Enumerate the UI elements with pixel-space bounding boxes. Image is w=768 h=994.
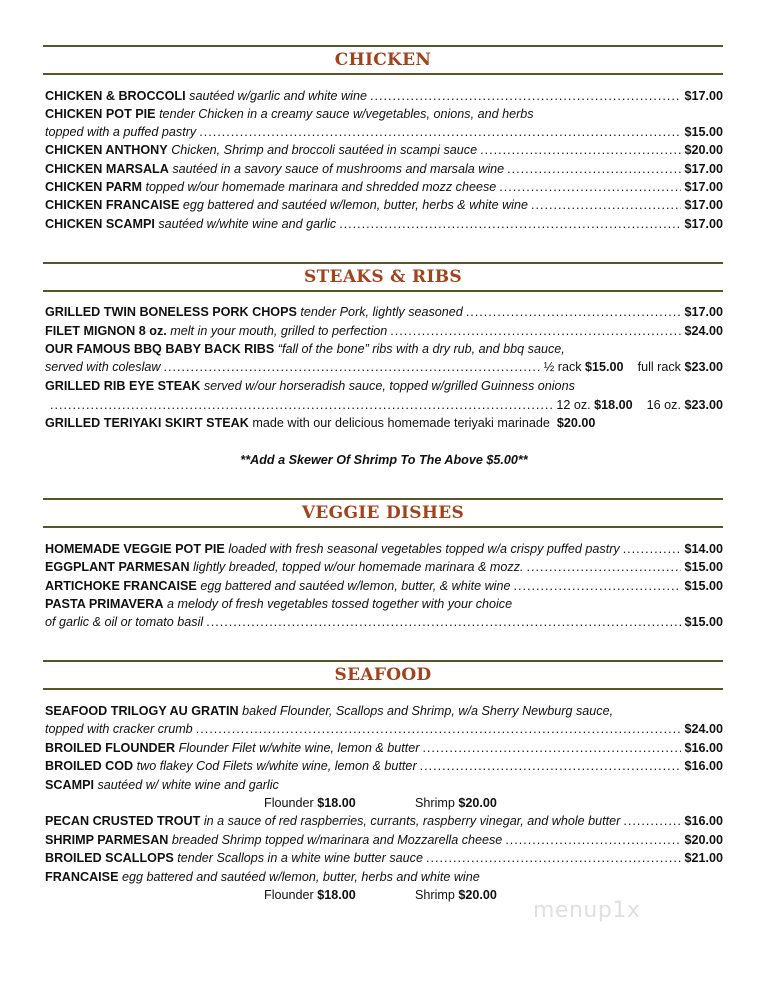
section-rule-bottom xyxy=(43,688,723,690)
menu-item xyxy=(45,340,723,358)
item-name: SEAFOOD TRILOGY AU GRATIN xyxy=(45,704,239,718)
size-label: 12 oz. xyxy=(556,398,591,412)
size-price: $18.00 xyxy=(594,398,633,412)
item-name: BROILED COD xyxy=(45,759,134,773)
item-name: CHICKEN MARSALA xyxy=(45,162,169,176)
section-rule-bottom xyxy=(43,73,723,75)
menu-item xyxy=(45,160,723,178)
menu-item xyxy=(45,595,723,613)
item-desc: sautéed w/white wine and garlic xyxy=(158,217,337,231)
item-name: BROILED SCALLOPS xyxy=(45,851,174,865)
item-name: OUR FAMOUS BBQ BABY BACK RIBS xyxy=(45,342,275,356)
option-label: Shrimp xyxy=(415,796,455,810)
item-price: $15.00 xyxy=(684,560,723,574)
item-price: $17.00 xyxy=(684,305,723,319)
item-price: $17.00 xyxy=(684,89,723,103)
menu-item xyxy=(45,215,723,233)
item-desc: melt in your mouth, grilled to perfection xyxy=(170,324,388,338)
section-rule-top xyxy=(43,660,723,662)
note-text: **Add a Skewer Of Shrimp To The Above $5.00** xyxy=(240,453,528,467)
item-desc: a melody of fresh vegetables tossed together with your choice xyxy=(166,597,513,611)
section-rule-bottom xyxy=(43,290,723,292)
section-title-veggie: VEGGIE DISHES xyxy=(301,503,465,523)
item-price: $15.00 xyxy=(684,615,723,629)
section-rule-top xyxy=(43,45,723,47)
option-label: Flounder xyxy=(264,888,314,902)
item-name: GRILLED TERIYAKI SKIRT STEAK xyxy=(45,416,249,430)
item-desc: Chicken, Shrimp and broccoli sautéed in scampi sauce xyxy=(171,143,478,157)
menu-item xyxy=(45,831,723,849)
menu-item-options xyxy=(45,794,723,812)
section-rule-bottom xyxy=(43,526,723,528)
section-rule-top xyxy=(43,498,723,500)
menu-item xyxy=(45,178,723,196)
item-name: FILET MIGNON 8 oz. xyxy=(45,324,167,338)
item-desc: breaded Shrimp topped w/marinara and Mozzarella cheese xyxy=(171,833,503,847)
menu-item xyxy=(45,87,723,105)
item-name: CHICKEN POT PIE xyxy=(45,107,156,121)
menu-item xyxy=(45,849,723,867)
item-price: $20.00 xyxy=(556,416,596,430)
section-title-chicken: CHICKEN xyxy=(334,50,432,70)
item-desc: in a sauce of red raspberries, currants, raspberry vinegar, and whole butter xyxy=(203,814,621,828)
menu-item xyxy=(45,141,723,159)
item-desc: Flounder Filet w/white wine, lemon & butter xyxy=(178,741,420,755)
item-desc: sautéed w/garlic and white wine xyxy=(189,89,367,103)
size-label: 16 oz. xyxy=(646,398,681,412)
item-price: $14.00 xyxy=(684,542,723,556)
add-on-note xyxy=(45,451,723,469)
item-name: CHICKEN & BROCCOLI xyxy=(45,89,186,103)
option-price: $18.00 xyxy=(317,888,356,902)
item-price: $24.00 xyxy=(684,722,723,736)
item-name: ARTICHOKE FRANCAISE xyxy=(45,579,197,593)
section-title-seafood: SEAFOOD xyxy=(334,665,432,685)
item-price: $24.00 xyxy=(684,324,723,338)
item-desc: served w/our horseradish sauce, topped w/grilled Guinness onions xyxy=(203,379,575,393)
item-name: CHICKEN FRANCAISE xyxy=(45,198,180,212)
item-desc: tender Chicken in a creamy sauce w/vegetables, onions, and herbs xyxy=(159,107,534,121)
item-name: GRILLED RIB EYE STEAK xyxy=(45,379,201,393)
section-rule-top xyxy=(43,262,723,264)
menu-item-cont xyxy=(45,613,723,631)
option-label: Flounder xyxy=(264,796,314,810)
item-price: $17.00 xyxy=(684,180,723,194)
item-name: HOMEMADE VEGGIE POT PIE xyxy=(45,542,225,556)
item-name: CHICKEN SCAMPI xyxy=(45,217,155,231)
menu-item xyxy=(45,812,723,830)
rack-label: ½ rack xyxy=(543,360,582,374)
item-name: SHRIMP PARMESAN xyxy=(45,833,169,847)
item-desc: sautéed w/ white wine and garlic xyxy=(97,778,279,792)
menu-item xyxy=(45,322,723,340)
item-name: GRILLED TWIN BONELESS PORK CHOPS xyxy=(45,305,297,319)
item-desc: “fall of the bone” ribs with a dry rub, and bbq sauce, xyxy=(277,342,565,356)
menu-item-cont xyxy=(45,358,723,376)
rack-label: full rack xyxy=(637,360,681,374)
option-price: $20.00 xyxy=(458,796,497,810)
menu-item-cont xyxy=(45,123,723,141)
item-price: $20.00 xyxy=(684,143,723,157)
item-desc: of garlic & oil or tomato basil xyxy=(45,615,204,629)
item-desc: sautéed in a savory sauce of mushrooms and marsala wine xyxy=(172,162,505,176)
item-desc: lightly breaded, topped w/our homemade marinara & mozz. xyxy=(193,560,524,574)
rack-price: $23.00 xyxy=(684,360,723,374)
menu-item xyxy=(45,776,723,794)
menu-item xyxy=(45,303,723,321)
menu-item xyxy=(45,739,723,757)
item-desc: topped with cracker crumb xyxy=(45,722,193,736)
item-desc: two flakey Cod Filets w/white wine, lemon & butter xyxy=(136,759,417,773)
item-desc: egg battered and sautéed w/lemon, butter, herbs & white wine xyxy=(182,198,528,212)
item-name: FRANCAISE xyxy=(45,870,119,884)
option-price: $18.00 xyxy=(317,796,356,810)
menu-item xyxy=(45,196,723,214)
menu-item xyxy=(45,577,723,595)
item-name: CHICKEN PARM xyxy=(45,180,143,194)
item-price: $16.00 xyxy=(684,759,723,773)
item-price: $20.00 xyxy=(684,833,723,847)
menu-item xyxy=(45,868,723,886)
item-price: $21.00 xyxy=(684,851,723,865)
item-desc: baked Flounder, Scallops and Shrimp, w/a Sherry Newburg sauce, xyxy=(242,704,614,718)
item-price: $17.00 xyxy=(684,162,723,176)
menu-item-cont xyxy=(50,396,723,414)
option-price: $20.00 xyxy=(458,888,497,902)
item-desc: topped with a puffed pastry xyxy=(45,125,197,139)
size-price: $23.00 xyxy=(684,398,723,412)
menu-item xyxy=(45,105,723,123)
item-name: CHICKEN ANTHONY xyxy=(45,143,168,157)
item-desc: egg battered and sautéed w/lemon, butter, herbs and white wine xyxy=(121,870,480,884)
item-desc: made with our delicious homemade teriyaki marinade xyxy=(252,416,550,430)
watermark: menup1x xyxy=(533,898,641,923)
item-name: EGGPLANT PARMESAN xyxy=(45,560,190,574)
item-desc: egg battered and sautéed w/lemon, butter, & white wine xyxy=(200,579,511,593)
item-name: BROILED FLOUNDER xyxy=(45,741,176,755)
item-name: SCAMPI xyxy=(45,778,94,792)
item-price: $16.00 xyxy=(684,814,723,828)
item-desc: tender Scallops in a white wine butter sauce xyxy=(177,851,423,865)
menu-item xyxy=(45,540,723,558)
item-price: $15.00 xyxy=(684,125,723,139)
item-price: $16.00 xyxy=(684,741,723,755)
menu-item xyxy=(45,702,723,720)
item-name: PECAN CRUSTED TROUT xyxy=(45,814,201,828)
menu-item xyxy=(45,377,723,395)
item-price: $15.00 xyxy=(684,579,723,593)
item-name: PASTA PRIMAVERA xyxy=(45,597,164,611)
item-desc: loaded with fresh seasonal vegetables topped w/a crispy puffed pastry xyxy=(228,542,620,556)
section-title-steaks: STEAKS & RIBS xyxy=(304,267,462,287)
item-price: $17.00 xyxy=(684,198,723,212)
menu-item xyxy=(45,414,723,432)
menu-item-cont xyxy=(45,720,723,738)
item-price: $17.00 xyxy=(684,217,723,231)
option-label: Shrimp xyxy=(415,888,455,902)
rack-price: $15.00 xyxy=(585,360,624,374)
item-desc: topped w/our homemade marinara and shredded mozz cheese xyxy=(145,180,497,194)
menu-item xyxy=(45,757,723,775)
item-desc: served with coleslaw xyxy=(45,360,161,374)
item-desc: tender Pork, lightly seasoned xyxy=(300,305,463,319)
menu-item xyxy=(45,558,723,576)
